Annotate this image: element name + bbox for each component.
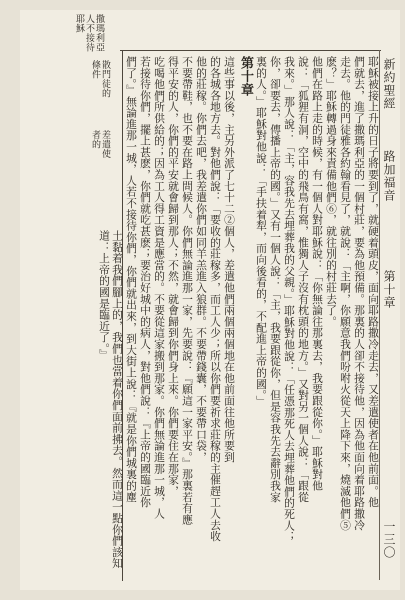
margin-note-a-1: 撒瑪利亞 — [94, 14, 104, 52]
text-column-7: 我來。」那人說：「主，容我先去埋葬我的父親。」耶穌對他說：「任憑那死人去埋葬他們的死人； — [283, 56, 296, 543]
text-column-12: 他的莊稼。你們去吧，我差遣你們如同羊羔進入狼群。不要帶錢囊，不要帶口袋， — [195, 56, 208, 463]
chapter-subheading: 第十章 — [238, 56, 253, 97]
text-column-8: 你，卻要去，傳播上帝的國。」又有一個人說：「主，我要跟從你，但是容我先去辭別我家 — [269, 56, 282, 503]
margin-note-b-1: 差遣使 — [100, 130, 110, 159]
top-rule — [120, 50, 380, 51]
text-column-3: 走去。他的門徒雅各約翰看見了，就說：「主啊，你願意我們吩咐火從天上降下來，燒滅他們⑤ — [339, 56, 352, 531]
text-column-5: 他們在路上走的時候，有一個人對耶穌說：「你無論往那裏去，我要跟從你。」耶穌對他 — [311, 56, 324, 492]
page-number: 一三〇 — [382, 520, 396, 559]
text-column-14: 得平安的人，你們的平安就會歸到那人；不然，就會歸到你們身上來。你們要住在那家， — [167, 56, 180, 497]
text-column-17: 們了。』無論進那一城，人若不接待你們，你們就出來，到大街上說：『就是你們城裏的塵 — [125, 56, 138, 503]
chapter-heading: 第十章 — [382, 270, 396, 309]
text-column-9: 裏的人。」耶穌對他說：「手扶着犁，而向後看的，不配進上帝的國。」 — [255, 56, 268, 407]
text-column-2: 們就去，進了撒瑪利亞的一個村莊，要為他預備。那裏的人卻不接待他，因為他面向着耶路撒冷 — [353, 56, 366, 531]
text-column-11: 的各城各地方去。對他們說：「要收的莊稼多，而工人少；所以你們要祈求莊稼的主催趕工人去收 — [209, 56, 222, 542]
margin-note-c-1: 散門徒的 — [100, 60, 110, 98]
text-column-13: 不要帶鞋，也不要在路上問候人。你們無論進那一家，先要說：『願這一家平安。』那裏若有應 — [181, 56, 194, 526]
text-column-4: 麽？」耶穌轉過身來責備他們⑥，就往別的村莊去了。 — [325, 56, 338, 328]
book-title: 新約聖經 — [382, 58, 396, 110]
text-column-15: 吃喝他們所供給的；因為工人得工資是應當的。不要從這家搬到那家。你們無論進那一城，人 — [153, 56, 166, 520]
text-column-10: 這些事以後，主另外派了七十二②個人，差遣他們兩個兩個地在他前面往他所要到 — [223, 56, 236, 463]
margin-note-c-2: 條件 — [90, 60, 100, 79]
text-column-1: 耶穌被接上升的日子將要到了，就硬着頭皮，面向耶路撒冷走去，又差遣使者在他前面。他 — [367, 56, 380, 508]
text-column-16: 若接待你們，擺上甚麽，你們就吃甚麽；要治好城中的病人，對他們說：『上帝的國臨近你 — [139, 56, 152, 508]
margin-note-a-3: 耶穌 — [74, 14, 84, 33]
margin-note-a-2: 人不接待 — [84, 14, 94, 52]
text-column-18: 土黏着我們腳上的，我們也當着你們面前拂去。然而這一點你們該知道：上帝的國是臨近了。』 — [98, 230, 124, 569]
section-title: 路加福音 — [382, 150, 396, 202]
text-column-6: 說：「狐狸有洞，空中的飛鳥有窩，惟獨人子沒有枕頭的地方。」又對另一個人說：「跟從 — [297, 56, 310, 503]
margin-note-b-2: 者的 — [90, 130, 100, 149]
